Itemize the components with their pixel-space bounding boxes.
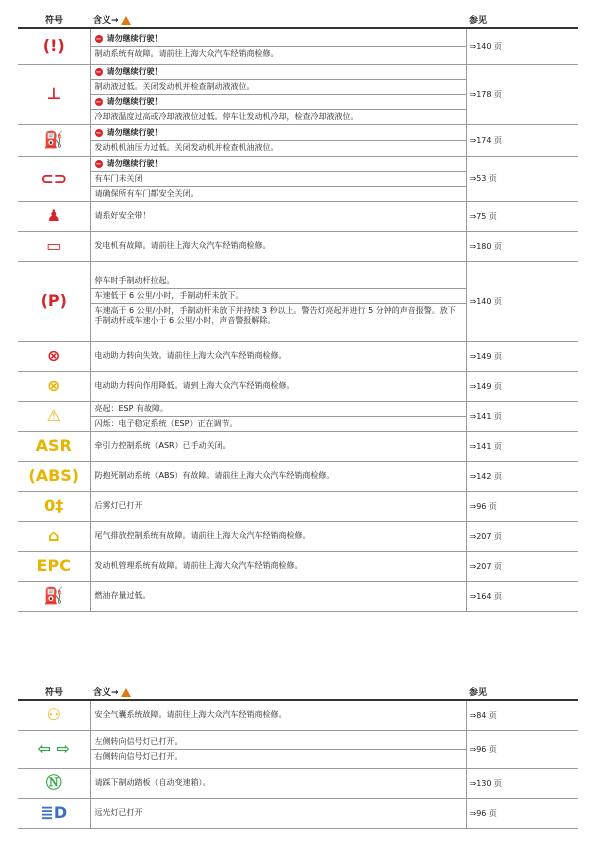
meaning-text: 请勿继续行驶！ [106,96,163,106]
meaning-cell [90,431,466,461]
meaning-line [91,209,466,223]
meaning-text: 请勿继续行驶！ [106,127,163,137]
header-symbol: 符号 [18,12,90,28]
symbol-cell [18,461,90,491]
symbol-cell [18,341,90,371]
stop-icon: − [95,159,102,168]
meaning-text: 请勿继续行驶！ [106,158,163,168]
meaning-line [91,402,466,416]
meaning-cell [90,401,466,431]
meaning-cell [90,341,466,371]
page-reference[interactable]: ⇒164 页 [466,581,578,611]
page-reference[interactable]: ⇒96 页 [466,730,578,768]
meaning-text: 制动液过低。关闭发动机并检查制动液液位。 [94,81,255,91]
meaning-text: 右侧转向信号灯已打开。 [94,751,183,761]
meaning-text: 发动机机油压力过低。关闭发动机并检查机油液位。 [94,142,279,152]
symbol-cell [18,768,90,798]
symbol-cell [18,28,90,64]
warning-line [91,94,466,109]
meaning-text: 电动助力转向失效。请前往上海大众汽车经销商检修。 [94,351,287,360]
meaning-text: 防抱死制动系统（ABS）有故障。请前往上海大众汽车经销商检修。 [94,471,335,480]
symbol-cell [18,64,90,124]
meaning-text: 远光灯已打开 [94,808,143,817]
symbol-cell [18,261,90,341]
meaning-text: 制动系统有故障。请前往上海大众汽车经销商检修。 [94,48,279,58]
page-reference[interactable]: ⇒140 页 [466,261,578,341]
page-reference[interactable]: ⇒84 页 [466,700,578,730]
warning-line [91,32,466,46]
page-reference[interactable]: ⇒142 页 [466,461,578,491]
table-row [18,768,578,798]
stop-icon: − [95,128,102,137]
meaning-text: 冷却液温度过高或冷却液液位过低。停车让发动机冷却，检查冷却液液位。 [94,111,359,121]
oil-pressure-icon: ⛽ [43,130,64,149]
meaning-line [91,499,466,513]
meaning-text: 发动机管理系统有故障。请前往上海大众汽车经销商检修。 [94,561,303,570]
meaning-cell [90,64,466,124]
meaning-line [91,776,466,790]
brake-pedal-icon: Ⓝ [45,773,62,792]
table-row [18,156,578,201]
meaning-text: 尾气排放控制系统有故障。请前往上海大众汽车经销商检修。 [94,531,311,540]
symbol-cell [18,730,90,768]
stop-icon: − [95,97,102,106]
meaning-cell [90,124,466,156]
meaning-cell [90,581,466,611]
warning-line [91,65,466,79]
meaning-text: 请踩下制动踏板（自动变速箱）。 [94,778,211,787]
meaning-line [91,806,466,820]
steering-fault-red-icon: ⊗ [47,346,61,365]
meaning-text: 发电机有故障。请前往上海大众汽车经销商检修。 [94,241,271,250]
parking-brake-icon: (P) [40,291,67,310]
table-row [18,461,578,491]
symbol-cell [18,700,90,730]
page-reference[interactable]: ⇒149 页 [466,371,578,401]
page-reference[interactable]: ⇒96 页 [466,798,578,828]
page-reference[interactable]: ⇒140 页 [466,28,578,64]
meaning-text: 安全气囊系统故障。请前往上海大众汽车经销商检修。 [94,710,287,720]
page-reference[interactable]: ⇒174 页 [466,124,578,156]
engine-emission-icon: ⌂ [48,526,60,545]
meaning-text: 牵引力控制系统（ASR）已手动关闭。 [94,441,231,450]
turn-signal-icon: ⇦ ⇨ [37,739,70,758]
stop-icon: − [95,67,102,76]
meaning-text: 电动助力转向作用降低。请到上海大众汽车经销商检修。 [94,381,295,390]
meaning-cell [90,156,466,201]
warning-triangle-icon [121,688,131,697]
table-row [18,581,578,611]
meaning-text: 亮起：ESP 有故障。 [94,403,168,413]
table-row [18,521,578,551]
meaning-cell [90,371,466,401]
meaning-text: 车速高于 6 公里/小时，手制动杆未放下并持续 3 秒以上。警告灯亮起并进行 5 分钟的声音报警。放下手制动杆或车速小于 6 公里/小时，声音警报解除。 [94,306,456,325]
table-row [18,28,578,64]
symbol-cell [18,401,90,431]
meaning-cell [90,28,466,64]
meaning-text: 后雾灯已打开 [94,501,143,510]
meaning-text: 燃油存量过低。 [94,591,151,600]
page-reference[interactable]: ⇒141 页 [466,431,578,461]
symbol-cell [18,371,90,401]
meaning-line [91,379,466,393]
meaning-text: 请系好安全带！ [94,211,151,220]
symbol-cell [18,581,90,611]
symbol-cell [18,491,90,521]
page-reference[interactable]: ⇒149 页 [466,341,578,371]
stop-icon: − [95,34,102,43]
meaning-line [91,288,466,303]
meaning-line [91,79,466,94]
meaning-text: 左侧转向信号灯已打开。 [94,736,183,746]
table-row [18,201,578,231]
esp-icon: ⚠ [46,406,61,425]
meaning-cell [90,261,466,341]
page-reference[interactable]: ⇒75 页 [466,201,578,231]
table-row [18,341,578,371]
brake-warning-icon: (!) [42,36,65,56]
symbol-cell [18,798,90,828]
seatbelt-icon: ♟ [46,206,61,225]
meaning-line [91,303,466,328]
page-reference[interactable]: ⇒207 页 [466,551,578,581]
table-row [18,700,578,730]
fuel-low-icon: ⛽ [43,586,64,605]
meaning-text: 车速低于 6 公里/小时，手制动杆未放下。 [94,291,244,300]
warning-triangle-icon [121,16,131,25]
meaning-cell [90,491,466,521]
header-meaning [90,684,466,700]
page-reference[interactable]: ⇒180 页 [466,231,578,261]
warning-lights-table-1 [18,12,578,612]
header-meaning-label: 含义→ [93,16,119,26]
meaning-line [91,171,466,186]
table-header-row [18,12,578,28]
page-reference[interactable]: ⇒178 页 [466,64,578,124]
meaning-line [91,735,466,749]
table-row [18,798,578,828]
table-row [18,371,578,401]
meaning-line [91,416,466,431]
header-symbol: 符号 [18,684,90,700]
table-row [18,401,578,431]
meaning-text: 请勿继续行驶！ [106,66,163,76]
meaning-text: 请确保所有车门都安全关闭。 [94,188,199,198]
table-row [18,431,578,461]
warning-lights-table-2 [18,684,578,829]
meaning-line [91,349,466,363]
symbol-cell [18,551,90,581]
page-reference[interactable]: ⇒141 页 [466,401,578,431]
table-row [18,730,578,768]
battery-icon: ▭ [46,236,62,255]
rear-fog-light-icon: 0‡ [44,496,64,515]
meaning-line [91,239,466,253]
warning-line [91,126,466,140]
page-reference[interactable]: ⇒96 页 [466,491,578,521]
meaning-text: 闪烁：电子稳定系统（ESP）正在调节。 [94,418,238,428]
symbol-cell [18,431,90,461]
header-ref: 参见 [466,12,578,28]
meaning-line [91,274,466,288]
door-open-icon: ⊂⊃ [40,168,68,188]
header-meaning-label: 含义→ [93,688,119,698]
steering-fault-yellow-icon: ⊗ [47,376,61,395]
meaning-text: 请勿继续行驶！ [106,33,163,43]
page-reference[interactable]: ⇒207 页 [466,521,578,551]
meaning-cell [90,521,466,551]
meaning-cell [90,231,466,261]
meaning-cell [90,768,466,798]
header-meaning [90,12,466,28]
symbol-cell [18,231,90,261]
meaning-line [91,708,466,722]
meaning-text: 有车门未关闭 [94,173,143,183]
high-beam-icon: ≣D [40,803,68,822]
page-reference[interactable]: ⇒130 页 [466,768,578,798]
table-row [18,124,578,156]
asr-off-icon: ASR [35,436,72,455]
coolant-temperature-icon: ⊥ [46,84,62,103]
table-row [18,231,578,261]
epc-icon: EPC [36,556,71,575]
meaning-line [91,469,466,483]
table-row [18,551,578,581]
meaning-line [91,109,466,124]
meaning-line [91,749,466,764]
meaning-cell [90,201,466,231]
meaning-line [91,140,466,155]
symbol-cell [18,521,90,551]
meaning-line [91,186,466,201]
meaning-line [91,559,466,573]
warning-line [91,157,466,171]
meaning-cell [90,798,466,828]
airbag-icon: ⚇ [46,705,61,725]
meaning-cell [90,730,466,768]
symbol-cell [18,156,90,201]
table-row [18,64,578,124]
meaning-cell [90,551,466,581]
symbol-cell [18,201,90,231]
meaning-line [91,529,466,543]
meaning-line [91,439,466,453]
table-row [18,491,578,521]
meaning-cell [90,461,466,491]
header-ref: 参见 [466,684,578,700]
table-header-row [18,684,578,700]
meaning-cell [90,700,466,730]
meaning-text: 停车时手制动杆拉起。 [94,276,175,285]
meaning-line [91,46,466,61]
meaning-line [91,589,466,603]
abs-icon: (ABS) [28,466,80,485]
page-reference[interactable]: ⇒53 页 [466,156,578,201]
symbol-cell [18,124,90,156]
table-row [18,261,578,341]
